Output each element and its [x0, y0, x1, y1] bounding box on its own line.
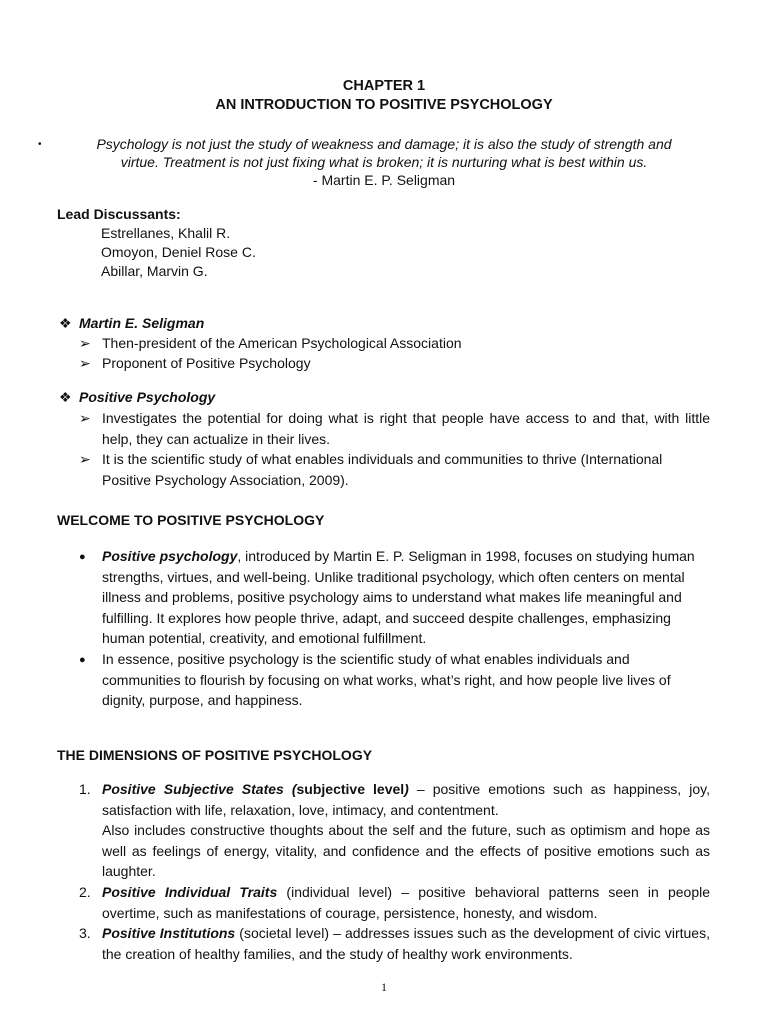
diamond-bullet-icon: ❖ — [59, 315, 72, 331]
pospsych-point-text: It is the scientific study of what enables individuals and communities to thrive (International Positive Psychology Association, 2009). — [102, 451, 663, 488]
lead-discussants-heading: Lead Discussants: — [57, 206, 181, 222]
quote-attribution: - Martin E. P. Seligman — [312, 172, 456, 188]
seligman-section — [57, 313, 717, 334]
chapter-heading: CHAPTER 1 — [342, 78, 426, 94]
discussant-name: Omoyon, Deniel Rose C. — [101, 244, 256, 260]
seligman-heading: Martin E. Seligman — [79, 315, 205, 331]
dimension-2-text — [102, 882, 710, 923]
dimension-1-term: Positive Subjective States ( — [102, 781, 297, 797]
quote-line-1: Psychology is not just the study of weakness and damage; it is also the study of strength and — [96, 136, 672, 152]
dimension-item — [79, 882, 710, 923]
arrow-bullet-icon: ➢ — [79, 410, 91, 426]
bullet-icon: ● — [79, 654, 86, 666]
quote-dot: • — [38, 139, 42, 150]
page-number: 1 — [381, 980, 387, 994]
list-number: 1. — [79, 781, 91, 797]
arrow-bullet-icon: ➢ — [79, 335, 91, 351]
diamond-bullet-icon: ❖ — [59, 389, 72, 405]
dimension-1-text — [102, 779, 710, 882]
dimensions-heading: THE DIMENSIONS OF POSITIVE PSYCHOLOGY — [57, 747, 373, 763]
dimension-item — [79, 923, 710, 964]
welcome-bullet — [79, 546, 710, 649]
list-number: 2. — [79, 884, 91, 900]
pospsych-heading: Positive Psychology — [79, 389, 216, 405]
dimension-3-body: (societal level) – addresses issues such as the development of civic virtues, the creation of healthy families, and the study of healthy work environments. — [102, 925, 710, 962]
dimension-1-extra: Also includes constructive thoughts about the self and the future, such as optimism and hope as well as feelings of energy, vitality, and confidence and the effects of positive emotions such as laughter. — [102, 822, 710, 879]
arrow-bullet-icon: ➢ — [79, 355, 91, 371]
welcome-heading: WELCOME TO POSITIVE PSYCHOLOGY — [57, 512, 325, 528]
chapter-title: AN INTRODUCTION TO POSITIVE PSYCHOLOGY — [215, 97, 553, 113]
seligman-point-text: Proponent of Positive Psychology — [102, 355, 311, 371]
dimension-1-level: subjective level — [296, 781, 405, 797]
welcome-bullet-text — [102, 546, 710, 649]
discussant-name: Abillar, Marvin G. — [101, 263, 208, 279]
dimension-2-body: (individual level) – positive behavioral patterns seen in people overtime, such as manifestations of courage, persistence, honesty, and wisdom. — [102, 884, 711, 921]
dimension-item — [79, 779, 710, 882]
welcome-bullet — [79, 649, 710, 711]
quote-line-2: virtue. Treatment is not just fixing what is broken; it is nurturing what is best within us. — [120, 154, 648, 170]
welcome-bullet-1-body: , introduced by Martin E. P. Seligman in 1998, focuses on studying human strengths, virtues, and well-being. Unlike traditional psychology, which often centers on mental illness and problems, positive psychology aims to understand what makes life meaningful and fulfilling. It explores how people thrive, adapt, and succeed despite challenges, emphasizing human potential, creativity, and emotional fulfillment. — [102, 548, 695, 646]
pospsych-point-text: Investigates the potential for doing what is right that people have access to and that, with little help, they can actualize in their lives. — [102, 410, 710, 447]
quote-block — [40, 135, 728, 189]
lead-discussants-list — [101, 224, 256, 281]
list-number: 3. — [79, 925, 91, 941]
dimension-2-term: Positive Individual Traits — [102, 884, 278, 900]
arrow-bullet-icon: ➢ — [79, 451, 91, 467]
seligman-point — [79, 333, 719, 354]
bullet-icon: ● — [79, 551, 86, 563]
pospsych-point — [79, 449, 710, 490]
pospsych-point — [79, 408, 710, 449]
discussant-name: Estrellanes, Khalil R. — [101, 225, 231, 241]
dimension-3-text — [102, 923, 710, 964]
dimension-1-body: – positive emotions such as happiness, joy, satisfaction with life, relaxation, love, intimacy, and contentment. — [102, 781, 710, 818]
welcome-bullet-2-text: In essence, positive psychology is the scientific study of what enables individuals and communities to flourish by focusing on what works, what’s right, and how people live lives of dignity, purpose, and happiness. — [102, 651, 671, 708]
welcome-term: Positive psychology — [102, 548, 238, 564]
pospsych-section — [57, 387, 717, 408]
seligman-point-text: Then-president of the American Psychological Association — [102, 335, 462, 351]
dimension-1-close: ) — [404, 781, 409, 797]
seligman-point — [79, 353, 719, 374]
dimension-3-term: Positive Institutions — [102, 925, 236, 941]
